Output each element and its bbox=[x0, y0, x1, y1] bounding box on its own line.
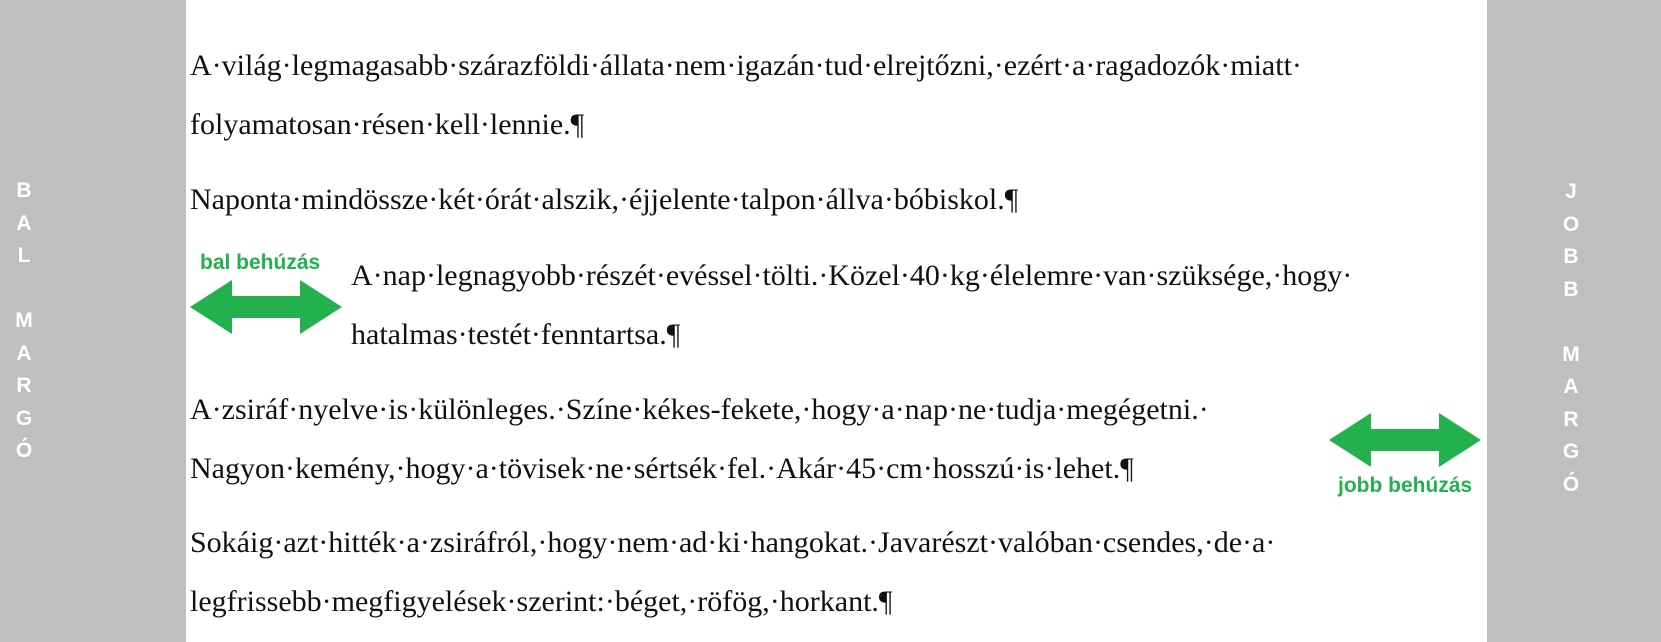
paragraph-2[interactable] bbox=[190, 170, 1486, 229]
left-margin-letter bbox=[9, 273, 39, 306]
paragraph-line: A·zsiráf·nyelve·is·különleges.·Színe·kékes-fekete,·hogy·a·nap·ne·tudja·megégetni.· bbox=[190, 393, 1209, 426]
paragraph-3-left-indented[interactable] bbox=[351, 246, 1486, 364]
right-margin-letter: O bbox=[1562, 212, 1580, 236]
paragraph-1[interactable] bbox=[190, 36, 1486, 154]
right-margin-letter: M bbox=[1562, 342, 1580, 366]
right-margin-letter: R bbox=[1563, 407, 1579, 431]
paragraph-line: legfrissebb·megfigyelések·szerint:·béget,·röfög,·horkant.¶ bbox=[190, 585, 893, 618]
right-margin-label bbox=[1556, 176, 1586, 501]
right-margin-letter: B bbox=[1563, 277, 1579, 301]
left-margin-letter: R bbox=[16, 374, 32, 397]
right-margin-letter: Ó bbox=[1562, 472, 1580, 496]
left-indent-arrow-icon bbox=[190, 278, 342, 336]
left-margin-band bbox=[0, 0, 186, 642]
paragraph-line: Naponta·mindössze·két·órát·alszik,·éjjelente·talpon·állva·bóbiskol.¶ bbox=[190, 183, 1019, 216]
right-margin-band bbox=[1487, 0, 1661, 642]
right-margin-letter: B bbox=[1563, 245, 1579, 268]
left-margin-label bbox=[9, 175, 39, 468]
paragraph-line: hatalmas·testét·fenntartsa.¶ bbox=[351, 318, 681, 351]
left-indent-label: bal behúzás bbox=[200, 251, 321, 274]
left-margin-letter: A bbox=[16, 211, 32, 235]
right-margin-letter: J bbox=[1565, 180, 1577, 203]
left-margin-letter: A bbox=[16, 341, 32, 365]
paragraph-4-right-indented[interactable] bbox=[190, 380, 1330, 498]
paragraph-line: A·világ·legmagasabb·szárazföldi·állata·nem·igazán·tud·elrejtőzni,·ezért·a·ragadozók·miatt· bbox=[190, 49, 1302, 82]
paragraph-line: Sokáig·azt·hitték·a·zsiráfról,·hogy·nem·ad·ki·hangokat.·Javarészt·valóban·csendes,·de·a· bbox=[190, 526, 1276, 559]
paragraph-line: folyamatosan·résen·kell·lennie.¶ bbox=[190, 108, 585, 141]
right-indent-label: jobb behúzás bbox=[1338, 474, 1473, 497]
document-page[interactable] bbox=[186, 0, 1487, 642]
paragraph-line: A·nap·legnagyobb·részét·evéssel·tölti.·Közel·40·kg·élelemre·van·szüksége,·hogy· bbox=[351, 259, 1353, 292]
right-margin-letter: A bbox=[1563, 375, 1579, 398]
left-margin-letter: G bbox=[15, 406, 33, 430]
left-margin-letter: M bbox=[15, 309, 33, 332]
right-margin-letter: G bbox=[1562, 440, 1580, 463]
right-indent-arrow-icon bbox=[1329, 411, 1481, 469]
left-margin-letter: B bbox=[16, 179, 32, 202]
left-margin-letter: L bbox=[17, 244, 31, 267]
paragraph-line: Nagyon·kemény,·hogy·a·tövisek·ne·sértsék·fel.·Akár·45·cm·hosszú·is·lehet.¶ bbox=[190, 452, 1134, 485]
paragraph-5[interactable] bbox=[190, 513, 1486, 631]
right-margin-letter bbox=[1556, 306, 1586, 339]
left-margin-letter: Ó bbox=[15, 439, 33, 462]
